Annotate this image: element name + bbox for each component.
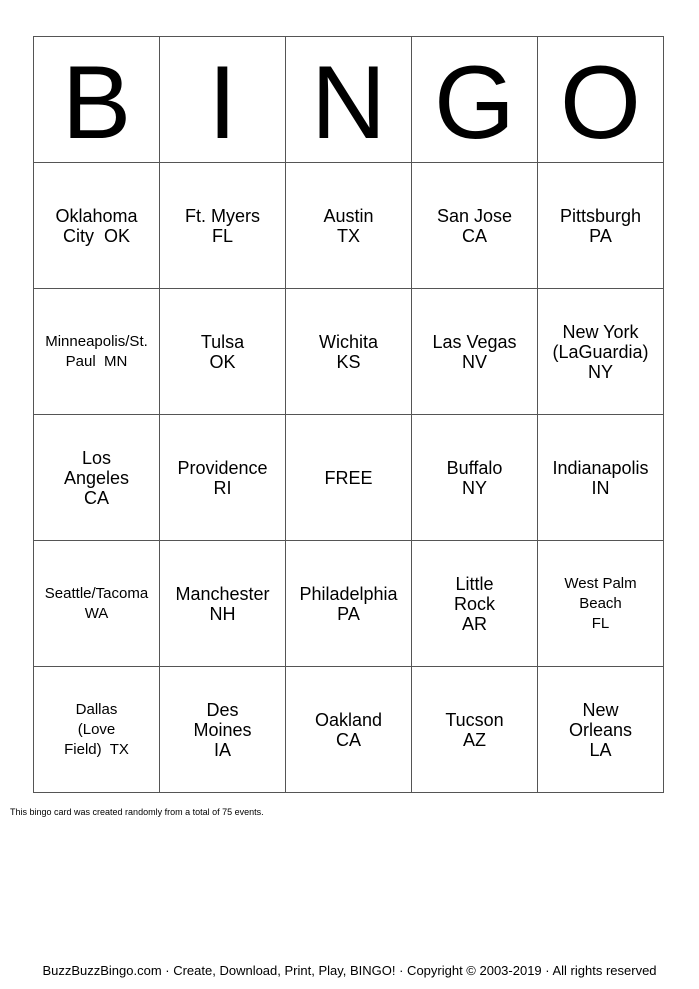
cell-text-line: LA bbox=[589, 739, 612, 760]
cell-text-line: IA bbox=[213, 739, 231, 760]
cell-text-line: Providence bbox=[177, 457, 268, 478]
bingo-cell[interactable] bbox=[286, 289, 412, 415]
cell-text-line: Little bbox=[455, 573, 494, 594]
bingo-cell[interactable] bbox=[412, 667, 538, 793]
cell-text-line: IN bbox=[591, 477, 610, 498]
cell-text-line: Indianapolis bbox=[552, 457, 649, 478]
cell-text-line: NV bbox=[461, 351, 487, 372]
cell-text-line: Los bbox=[81, 447, 112, 468]
bingo-cell[interactable] bbox=[34, 667, 160, 793]
cell-text-line: KS bbox=[336, 351, 361, 372]
cell-text-line: Austin bbox=[323, 205, 374, 226]
cell-text-line: (Love bbox=[77, 720, 116, 738]
card-row bbox=[34, 163, 664, 289]
cell-text-line: Orleans bbox=[568, 719, 633, 740]
cell-text-line: Rock bbox=[453, 593, 495, 614]
cell-text-line: AZ bbox=[462, 729, 486, 750]
header-letter: G bbox=[412, 37, 538, 163]
bingo-cell[interactable] bbox=[286, 667, 412, 793]
bingo-cell[interactable] bbox=[538, 163, 664, 289]
cell-text-line: PA bbox=[337, 603, 360, 624]
cell-text-line: Dallas bbox=[75, 700, 118, 718]
bingo-cell[interactable] bbox=[34, 163, 160, 289]
bingo-cell[interactable] bbox=[412, 163, 538, 289]
cell-text-line: Philadelphia bbox=[299, 583, 398, 604]
cell-text-line: Oklahoma bbox=[55, 205, 138, 226]
header-letter: B bbox=[34, 37, 160, 163]
card-row bbox=[34, 667, 664, 793]
cell-text-line: Seattle/Tacoma bbox=[44, 584, 149, 602]
bingo-cell[interactable] bbox=[538, 415, 664, 541]
cell-text-line: FL bbox=[591, 614, 610, 632]
cell-text-line: West Palm bbox=[564, 574, 637, 592]
header-row bbox=[34, 37, 664, 163]
cell-text-line: Minneapolis/St. bbox=[45, 332, 148, 350]
free-space[interactable] bbox=[286, 415, 412, 541]
cell-text-line: CA bbox=[335, 729, 361, 750]
cell-text-line: Las Vegas bbox=[432, 331, 517, 352]
header-letter: N bbox=[286, 37, 412, 163]
bingo-cell[interactable] bbox=[160, 541, 286, 667]
cell-text-line: (LaGuardia) bbox=[552, 341, 649, 362]
cell-text-line: AR bbox=[461, 613, 487, 634]
cell-text-line: OK bbox=[209, 351, 236, 372]
card-row bbox=[34, 289, 664, 415]
cell-text-line: Tulsa bbox=[200, 331, 245, 352]
bingo-cell[interactable] bbox=[412, 415, 538, 541]
bingo-cell[interactable] bbox=[160, 667, 286, 793]
cell-text-line: FL bbox=[211, 225, 233, 246]
bingo-cell[interactable] bbox=[160, 289, 286, 415]
cell-text-line: Pittsburgh bbox=[559, 205, 642, 226]
cell-text-line: New York bbox=[562, 321, 639, 342]
cell-text-line: TX bbox=[336, 225, 360, 246]
bingo-cell[interactable] bbox=[538, 541, 664, 667]
cell-text-line: Manchester bbox=[175, 583, 270, 604]
cell-text-line: Buffalo bbox=[446, 457, 503, 478]
cell-text-line: Des bbox=[206, 699, 239, 720]
card-row bbox=[34, 541, 664, 667]
header-letter: O bbox=[538, 37, 664, 163]
bingo-cell[interactable] bbox=[412, 541, 538, 667]
bingo-cell[interactable] bbox=[538, 667, 664, 793]
cell-text-line: Beach bbox=[579, 594, 622, 612]
cell-text-line: Ft. Myers bbox=[185, 205, 260, 226]
cell-text-line: Paul MN bbox=[65, 352, 128, 370]
bingo-cell[interactable] bbox=[412, 289, 538, 415]
cell-text-line: Field) TX bbox=[64, 740, 129, 758]
cell-text-line: CA bbox=[461, 225, 487, 246]
cell-text-line: Tucson bbox=[445, 709, 504, 730]
cell-text-line: New bbox=[582, 699, 619, 720]
header-letter: I bbox=[160, 37, 286, 163]
bingo-cell[interactable] bbox=[160, 415, 286, 541]
cell-text-line: Moines bbox=[193, 719, 252, 740]
bingo-cell[interactable] bbox=[34, 541, 160, 667]
cell-text-line: RI bbox=[213, 477, 232, 498]
bingo-cell[interactable] bbox=[286, 163, 412, 289]
cell-text-line: FREE bbox=[324, 467, 373, 488]
cell-text-line: NH bbox=[209, 603, 236, 624]
cell-text-line: NY bbox=[461, 477, 487, 498]
cell-text-line: WA bbox=[84, 604, 109, 622]
bingo-cell[interactable] bbox=[160, 163, 286, 289]
bingo-cell[interactable] bbox=[286, 541, 412, 667]
card-note: This bingo card was created randomly from a total of 75 events. bbox=[10, 807, 264, 817]
cell-text-line: Oakland bbox=[314, 709, 383, 730]
cell-text-line: Wichita bbox=[318, 331, 378, 352]
cell-text-line: NY bbox=[587, 361, 613, 382]
bingo-cell[interactable] bbox=[538, 289, 664, 415]
card-row bbox=[34, 415, 664, 541]
cell-text-line: CA bbox=[83, 487, 109, 508]
cell-text-line: San Jose bbox=[436, 205, 513, 226]
cell-text-line: Angeles bbox=[63, 467, 130, 488]
bingo-cell[interactable] bbox=[34, 289, 160, 415]
page-footer: BuzzBuzzBingo.com · Create, Download, Print, Play, BINGO! · Copyright © 2003-2019 · All rights reserved bbox=[42, 963, 657, 978]
bingo-card bbox=[33, 36, 664, 793]
bingo-cell[interactable] bbox=[34, 415, 160, 541]
cell-text-line: PA bbox=[589, 225, 612, 246]
cell-text-line: City OK bbox=[62, 225, 130, 246]
